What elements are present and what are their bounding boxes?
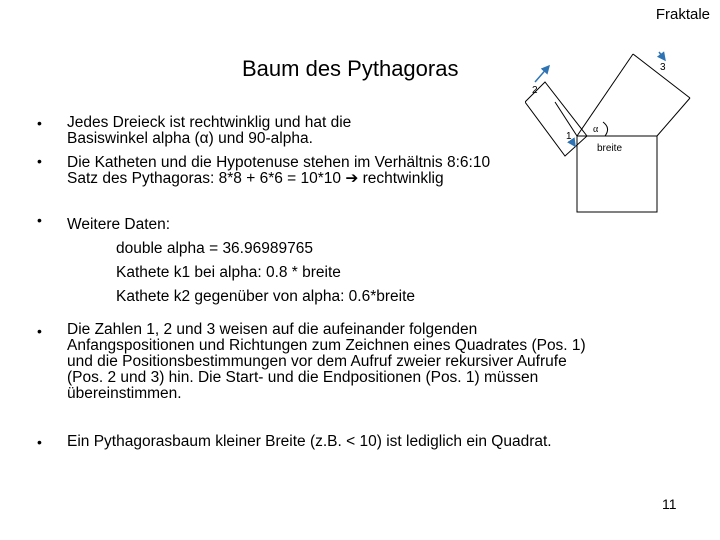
page-number: 11 xyxy=(662,496,677,512)
bullet-4: Die Zahlen 1, 2 und 3 weisen auf die aufeinander folgenden Anfangspositionen und Richtungen zum Zeichnen eines Quadrates (Pos. 1) und die Positionsbestimmungen vor dem Aufruf zweier rekursiver Aufrufe (Pos. 2 und 3) hin. Die Start- und die Endpositionen (Pos. 1) müssen übereinstimmen. xyxy=(67,321,586,402)
angle-label: α xyxy=(593,124,599,135)
arrow-1 xyxy=(571,140,575,146)
bullet-dot: • xyxy=(37,323,42,339)
arrow-right-icon: ➔ xyxy=(345,170,359,187)
arrow-2 xyxy=(535,66,549,82)
bullet-3: Weitere Daten: double alpha = 36.96989765 Kathete k1 bei alpha: 0.8 * breite Kathete k2 gegenüber von alpha: 0.6*breite xyxy=(67,216,416,305)
label-3: 3 xyxy=(660,62,666,73)
bullet-dot: • xyxy=(37,212,42,228)
bullet-dot: • xyxy=(37,434,42,450)
pythagoras-figure xyxy=(525,50,695,220)
label-2: 2 xyxy=(532,85,538,96)
bullet-2: Die Katheten und die Hypotenuse stehen im Verhältnis 8:6:10 Satz des Pythagoras: 8*8 + 6*6 = 10*10 ➔ rechtwinklig xyxy=(67,154,491,187)
slide-title: Baum des Pythagoras xyxy=(242,56,459,81)
angle-arc xyxy=(603,122,608,136)
bullet-5: Ein Pythagorasbaum kleiner Breite (z.B. < 10) ist lediglich ein Quadrat. xyxy=(67,433,552,450)
bullet-1: Jedes Dreieck ist rechtwinklig und hat die Basiswinkel alpha (α) und 90-alpha. xyxy=(67,114,352,147)
bullet-dot: • xyxy=(37,115,42,131)
base-label: breite xyxy=(597,143,623,154)
label-1: 1 xyxy=(566,131,572,142)
section-header: Fraktale xyxy=(655,6,710,23)
arrow-3 xyxy=(659,52,665,60)
bullet-dot: • xyxy=(37,153,42,169)
